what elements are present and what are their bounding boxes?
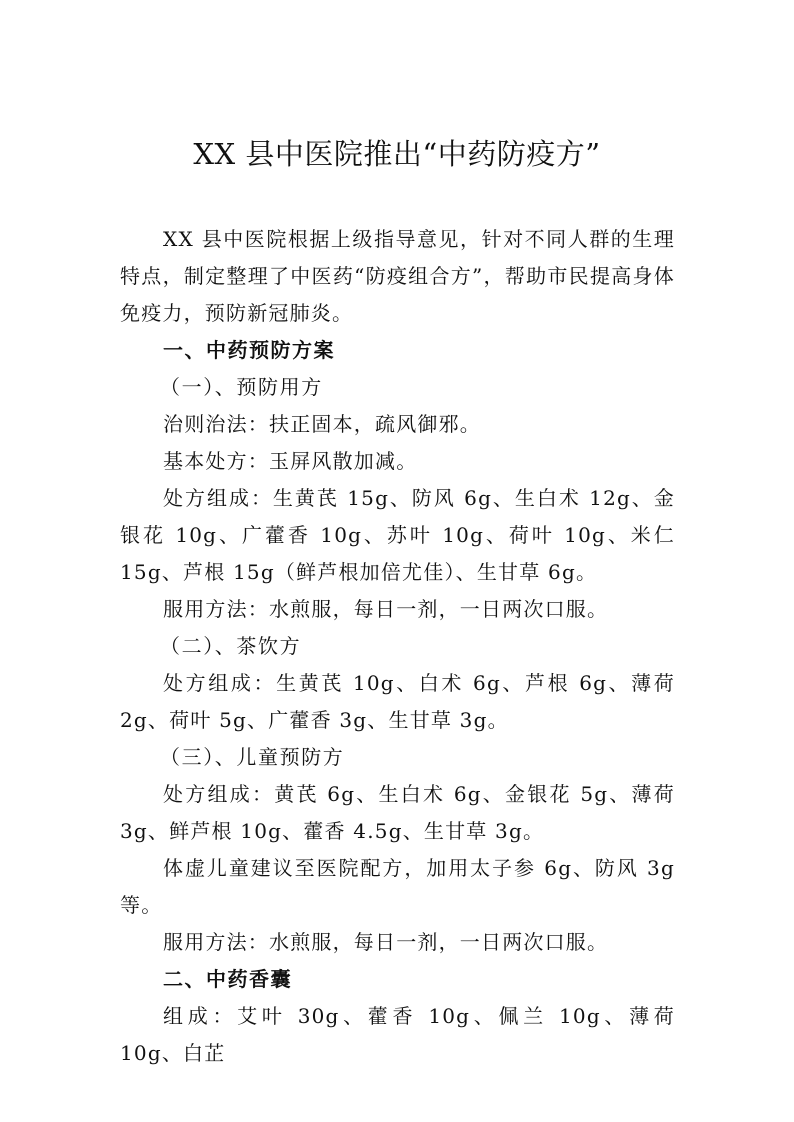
subsection-heading-children: （三）、儿童预防方 [160, 745, 345, 769]
intro-paragraph: XX 县中医院根据上级指导意见，针对不同人群的生理特点，制定整理了中医药“防疫组合方”，帮助市民提高身体免疫力，预防新冠肺炎。 [120, 227, 675, 325]
subsection-heading-tea: （二）、茶饮方 [160, 634, 302, 658]
sachet-composition: 组成：艾叶 30g、藿香 10g、佩兰 10g、薄荷 10g、白芷 [120, 1004, 675, 1065]
weak-children-note: 体虚儿童建议至医院配方，加用太子参 6g、防风 3g 等。 [120, 856, 675, 917]
document-body [120, 221, 675, 1072]
usage-method-2: 服用方法：水煎服，每日一剂，一日两次口服。 [163, 930, 609, 954]
basic-prescription: 基本处方：玉屏风散加减。 [163, 449, 418, 473]
usage-method-1: 服用方法：水煎服，每日一剂，一日两次口服。 [163, 597, 609, 621]
prescription-composition-3: 处方组成：黄芪 6g、生白术 6g、金银花 5g、薄荷 3g、鲜芦根 10g、藿香 4.5g、生甘草 3g。 [120, 782, 675, 843]
document-title: XX 县中医院推出“中药防疫方” [193, 137, 601, 171]
prescription-composition-2: 处方组成：生黄芪 10g、白术 6g、芦根 6g、薄荷 2g、荷叶 5g、广藿香 3g、生甘草 3g。 [120, 671, 675, 732]
prescription-composition-1: 处方组成：生黄芪 15g、防风 6g、生白术 12g、金银花 10g、广藿香 10g、苏叶 10g、荷叶 10g、米仁 15g、芦根 15g（鲜芦根加倍尤佳）、生甘草 6g。 [120, 486, 675, 584]
section-heading-sachet: 二、中药香囊 [163, 967, 292, 991]
section-heading-prevention-plan: 一、中药预防方案 [163, 338, 335, 362]
subsection-heading-prevention-formula: （一）、预防用方 [160, 375, 323, 399]
treatment-principle: 治则治法：扶正固本，疏风御邪。 [163, 412, 481, 436]
